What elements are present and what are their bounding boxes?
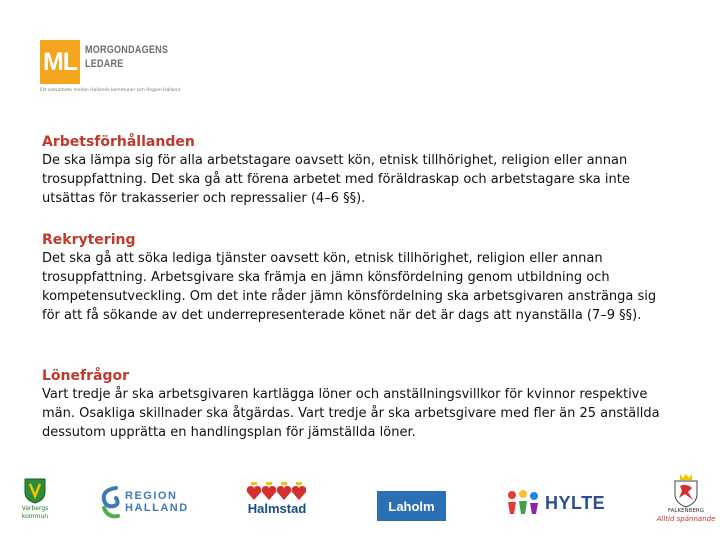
morgondagens-ledare-logo <box>40 40 200 96</box>
section-text: De ska lämpa sig för alla arbetstagare oavsett kön, etnisk tillhörighet, religion eller annan trosuppfattning. Det ska gå att förena arbetet med föräldraskap och arbetstagare ska inte utsättas för trakasserier och repressalier (4–6 §§). <box>42 153 630 206</box>
laholm-logo: Laholm <box>377 491 446 521</box>
logo-tagline: Ett samarbete mellan Hallands kommuner och Region Halland <box>40 88 181 93</box>
section-text: Vart tredje år ska arbetsgivaren kartlägga löner och anställningsvillkor för kvinnor respektive män. Osakliga skillnader ska åtgärdas. Vart tredje år ska arbetsgivare med fler än 25 anställda dessutom upprätta en handlingsplan för jämställda löner. <box>42 387 660 440</box>
logo-name-line1: MORGONDAGENS <box>85 44 169 56</box>
region-halland-logo <box>98 484 189 520</box>
varberg-line2: kommun <box>21 513 49 520</box>
section-rekrytering <box>42 231 678 325</box>
falkenberg-line1: FALKENBERG <box>667 508 704 514</box>
hylte-text: HYLTE <box>545 492 606 513</box>
logo-name-line2: LEDARE <box>85 58 124 70</box>
section-lonefragor <box>42 367 678 442</box>
varberg-crest-icon <box>24 478 46 504</box>
falkenberg-logo <box>656 474 716 523</box>
region-halland-line2: HALLAND <box>125 502 189 514</box>
varberg-kommun-logo <box>15 478 55 520</box>
halmstad-text: Halmstad <box>247 501 307 516</box>
hylte-logo <box>506 490 605 516</box>
falkenberg-crest-icon <box>672 474 700 508</box>
region-halland-swirl-icon <box>98 484 122 520</box>
section-heading: Rekrytering <box>42 232 136 248</box>
falkenberg-script: Alltid spännande <box>656 515 716 523</box>
logo-mark: ML <box>40 40 80 84</box>
varberg-line1: Varbergs <box>21 505 49 512</box>
region-halland-text <box>125 490 189 514</box>
section-heading: Arbetsförhållanden <box>42 134 195 150</box>
section-heading: Lönefrågor <box>42 368 129 384</box>
region-halland-line1: REGION <box>125 490 178 502</box>
hylte-figures-icon <box>506 490 540 516</box>
section-arbetsforhallanden <box>42 133 678 208</box>
logo-name <box>85 43 168 71</box>
section-text: Det ska gå att söka lediga tjänster oavsett kön, etnisk tillhörighet, religion eller annan trosuppfattning. Arbetsgivare ska främja en jämn könsfördelning genom utbildning och kompetensutveckling. Om det inte råder jämn könsfördelning ska arbetsgivaren anstränga sig för att få sökande av det underrepresenterade könet när det är dags att nyanställa (7–9 §§). <box>42 251 657 323</box>
halmstad-hearts-icon <box>246 482 308 502</box>
halmstad-logo <box>246 482 308 516</box>
